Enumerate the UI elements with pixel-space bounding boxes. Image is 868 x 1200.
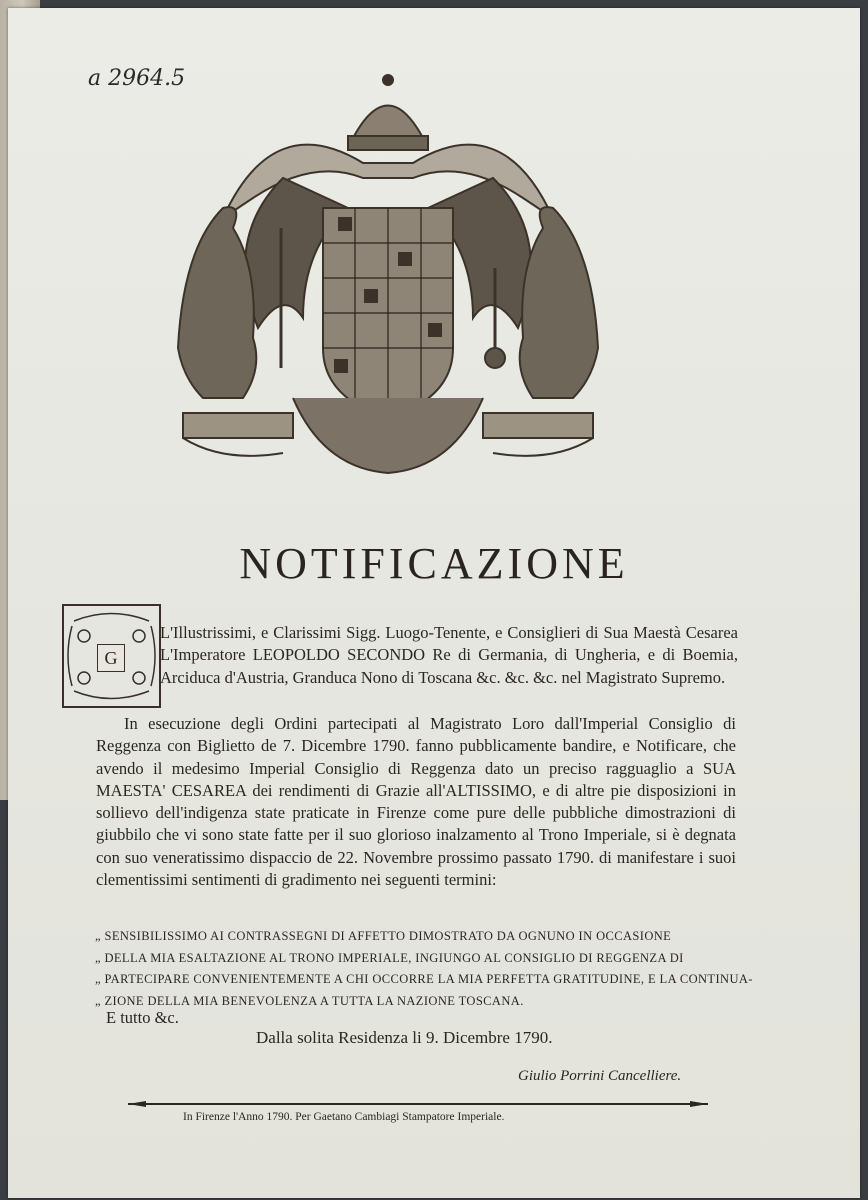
initial-letter: G <box>97 644 125 672</box>
first-paragraph <box>160 622 738 689</box>
first-paragraph-text: L'Illustrissimi, e Clarissimi Sigg. Luogo-Tenente, e Consiglieri di Sua Maestà Cesarea L'Imperatore LEOPOLDO SECONDO Re di Germania, di Ungheria, e di Boemia, Arciduca d'Austria, Granduca Nono di Toscana &c. &c. &c. nel Magistrato Supremo. <box>160 623 738 687</box>
quote-line: „ ZIONE DELLA MIA BENEVOLENZA A TUTTA LA NAZIONE TOSCANA. <box>95 993 524 1008</box>
imperial-coat-of-arms <box>163 68 613 483</box>
second-paragraph <box>96 713 736 891</box>
divider-rule <box>128 1100 708 1108</box>
quote-line: „ DELLA MIA ESALTAZIONE AL TRONO IMPERIALE, INGIUNGO AL CONSIGLIO DI REGGENZA DI <box>95 950 684 965</box>
imperial-quote <box>95 926 753 1012</box>
dateline: Dalla solita Residenza li 9. Dicembre 1790. <box>256 1028 553 1047</box>
signature: Giulio Porrini Cancelliere. <box>518 1068 682 1084</box>
second-paragraph-text: In esecuzione degli Ordini partecipati al Magistrato Loro dall'Imperial Consiglio di Reggenza con Biglietto de 7. Dicembre 1790. fanno pubblicamente bandire, e Notificare, che avendo il medesimo Imperial Consiglio di Reggenza dato un preciso ragguaglio a SUA MAESTA' CESAREA dei rendimenti di Grazie all'ALTISSIMO, e di altre pie disposizioni in sollievo dell'indigenza state praticate in Firenze come pure delle pubbliche dimostrazioni di giubbilo che vi sono state fatte per il suo glorioso inalzamento al Trono Imperiale, si è degnata con suo veneratissimo dispaccio de 22. Novembre prossimo passato 1790. di manifestare i suoi clementissimi sentimenti di gradimento nei seguenti termini: <box>96 714 736 890</box>
document-title: NOTIFICAZIONE <box>239 539 629 588</box>
document-page <box>8 8 860 1198</box>
decorated-initial <box>62 604 161 708</box>
inventory-number: a 2964.5 <box>88 66 186 91</box>
quote-line: „ SENSIBILISSIMO AI CONTRASSEGNI DI AFFETTO DIMOSTRATO DA OGNUNO IN OCCASIONE <box>95 929 672 943</box>
closing-formula: E tutto &c. <box>106 1008 179 1027</box>
quote-line: „ PARTECIPARE CONVENIENTEMENTE A CHI OCCORRE LA MIA PERFETTA GRATITUDINE, E LA CONTINUA- <box>95 972 753 986</box>
printer-imprint: In Firenze l'Anno 1790. Per Gaetano Cambiagi Stampatore Imperiale. <box>183 1111 505 1123</box>
